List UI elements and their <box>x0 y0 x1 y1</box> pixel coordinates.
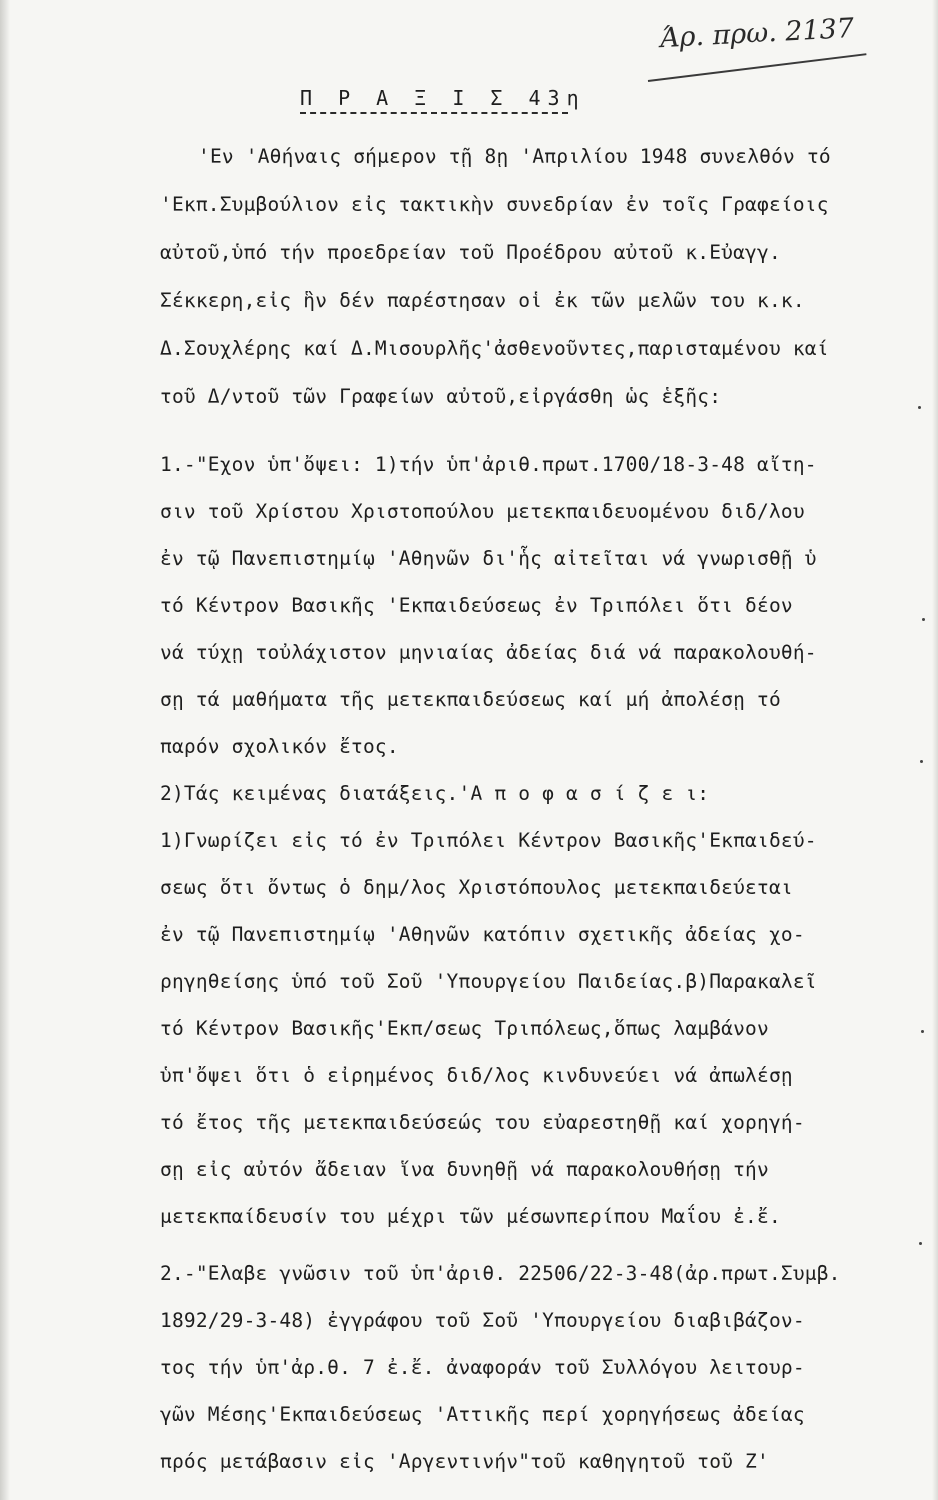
text-line: ὑπ'ὄψει ὅτι ὁ εἰρημένος διδ/λος κινδυνεύει νά ἀπωλέσῃ <box>160 1064 793 1087</box>
text-line: τοῦ Δ/ντοῦ τῶν Γραφείων αὐτοῦ,εἰργάσθη ὡς ἑξῆς: <box>160 385 722 408</box>
text-line: πρός μετάβασιν εἰς 'Αργεντινήν"τοῦ καθηγητοῦ τοῦ Ζ' <box>160 1450 769 1473</box>
text-line: 1892/29-3-48) ἐγγράφου τοῦ Σοῦ 'Υπουργείου διαβιβάζον- <box>160 1309 805 1332</box>
handwritten-pen-stroke <box>648 53 867 82</box>
title-dashed-rule <box>300 112 568 114</box>
document-title: Π Ρ Α Ξ Ι Σ 43η <box>300 86 586 110</box>
page-left-edge-shadow <box>0 0 10 1500</box>
text-line: ἐν τῷ Πανεπιστημίῳ 'Αθηνῶν δι'ἧς αἰτεῖται νά γνωρισθῇ ὑ <box>160 547 817 570</box>
text-line: γῶν Μέσης'Εκπαιδεύσεως 'Αττικῆς περί χορηγήσεως ἀδείας <box>160 1403 805 1426</box>
text-line: τό Κέντρον Βασικῆς 'Εκπαιδεύσεως ἐν Τριπόλει ὅτι δέον <box>160 594 793 617</box>
text-line: μετεκπαίδευσίν του μέχρι τῶν μέσωνπερίπου Μαΐου ἐ.ἔ. <box>160 1205 781 1228</box>
scan-speck <box>921 1030 924 1033</box>
text-line: τος τήν ὑπ'ἀρ.θ. 7 ἐ.ἔ. ἀναφοράν τοῦ Συλλόγου λειτουρ- <box>160 1356 805 1379</box>
text-line: νά τύχῃ τοὐλάχιστον μηνιαίας ἀδείας διά νά παρακολουθή- <box>160 641 817 664</box>
text-line: σῃ τά μαθήματα τῆς μετεκπαιδεύσεως καί μή ἀπολέσῃ τό <box>160 688 781 711</box>
scan-speck <box>919 1242 922 1245</box>
text-line: 2.-"Ελαβε γνῶσιν τοῦ ὑπ'ἀριθ. 22506/22-3-48(ἀρ.πρωτ.Συμβ. <box>160 1262 841 1285</box>
text-line: ἐν τῷ Πανεπιστημίῳ 'Αθηνῶν κατόπιν σχετικῆς ἀδείας χο- <box>160 923 805 946</box>
text-line: τό ἔτος τῆς μετεκπαιδεύσεώς του εὐαρεστηθῇ καί χορηγή- <box>160 1111 805 1134</box>
scan-speck <box>922 618 925 621</box>
text-line: Σέκκερη,εἰς ἣν δέν παρέστησαν οἱ ἐκ τῶν μελῶν του κ.κ. <box>160 289 805 312</box>
text-line: σιν τοῦ Χρίστου Χριστοπούλου μετεκπαιδευομένου διδ/λου <box>160 500 805 523</box>
handwritten-protocol-number: Άρ. πρω. 2137 <box>659 12 855 55</box>
scan-speck <box>920 760 923 763</box>
text-line: σῃ εἰς αὐτόν ἄδειαν ἵνα δυνηθῇ νά παρακολουθήσῃ τήν <box>160 1158 769 1181</box>
text-line: 1.-"Εχον ὑπ'ὄψει: 1)τήν ὑπ'ἀριθ.πρωτ.1700/18-3-48 αἴτη- <box>160 453 817 476</box>
text-line: τό Κέντρον Βασικῆς'Εκπ/σεως Τριπόλεως,ὅπως λαμβάνον <box>160 1017 769 1040</box>
text-line: αὐτοῦ,ὑπό τήν προεδρείαν τοῦ Προέδρου αὐτοῦ κ.Εὐαγγ. <box>160 241 781 264</box>
scan-speck <box>918 406 921 409</box>
text-line: σεως ὅτι ὄντως ὁ δημ/λος Χριστόπουλος μετεκπαιδεύεται <box>160 876 793 899</box>
text-line: παρόν σχολικόν ἔτος. <box>160 735 399 758</box>
text-line: 'Εκπ.Συμβούλιον εἰς τακτικὴν συνεδρίαν ἐν τοῖς Γραφείοις <box>160 193 829 216</box>
text-line: Δ.Σουχλέρης καί Δ.Μισουρλῆς'ἀσθενοῦντες,παρισταμένου καί <box>160 337 829 360</box>
text-line: 2)Τάς κειμένας διατάξεις.'Α π ο φ α σ ί ζ ε ι: <box>160 782 710 805</box>
text-line: 1)Γνωρίζει εἰς τό ἐν Τριπόλει Κέντρον Βασικῆς'Εκπαιδεύ- <box>160 829 817 852</box>
text-line: ρηγηθείσης ὑπό τοῦ Σοῦ 'Υπουργείου Παιδείας.β)Παρακαλεῖ <box>160 970 817 993</box>
text-line: 'Εν 'Αθήναις σήμερον τῇ 8ῃ 'Απριλίου 1948 συνελθόν τό <box>198 145 831 168</box>
page-right-edge-shadow <box>932 0 938 1500</box>
